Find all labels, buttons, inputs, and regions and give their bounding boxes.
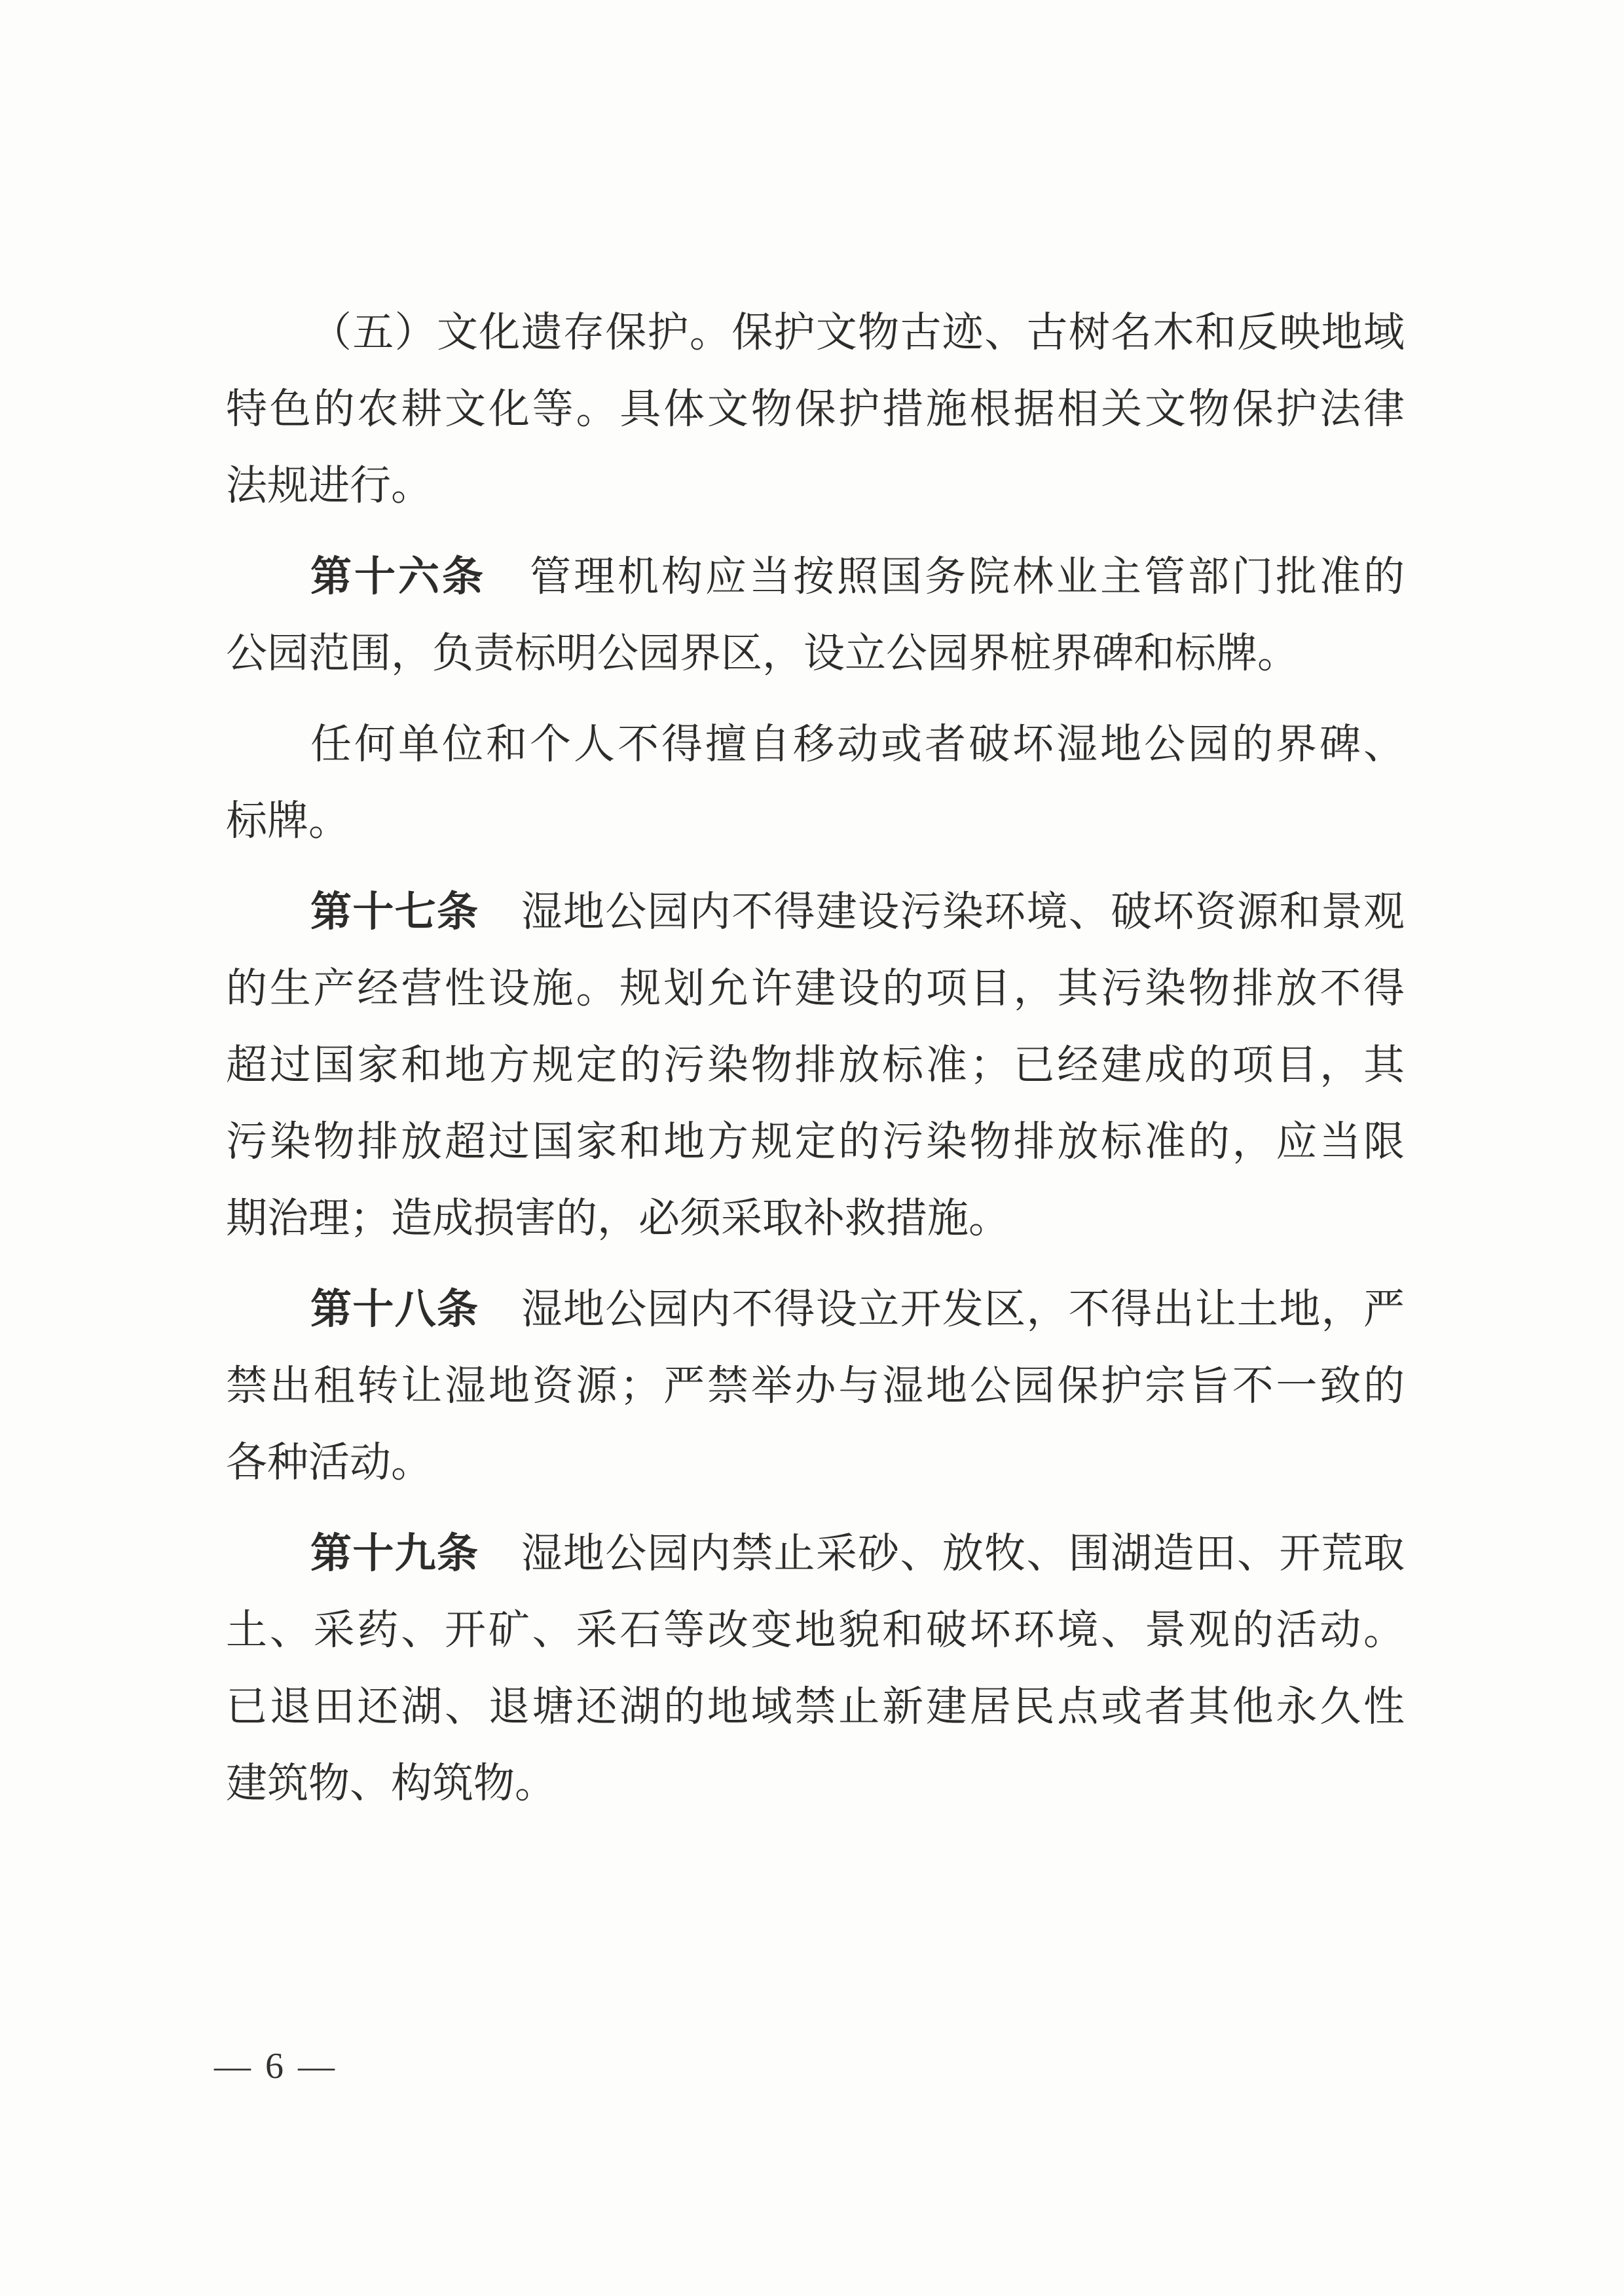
paragraph-line: 土、采药、开矿、采石等改变地貌和破坏环境、景观的活动。	[226, 1607, 1405, 1653]
paragraph-line: 建筑物、构筑物。	[226, 1760, 556, 1806]
paragraph-line	[226, 539, 1405, 615]
paragraph-item-5-culture	[226, 295, 1405, 524]
line-text: 湿地公园内不得建设污染环境、破坏资源和景观	[479, 889, 1405, 935]
paragraph-line: 污染物排放超过国家和地方规定的污染物排放标准的，应当限	[226, 1119, 1405, 1165]
article-number: 第十七条	[310, 889, 479, 935]
paragraph-line: 标牌。	[226, 798, 350, 844]
paragraph-line: 的生产经营性设施。规划允许建设的项目，其污染物排放不得	[226, 966, 1405, 1011]
paragraph-line: 禁出租转让湿地资源；严禁举办与湿地公园保护宗旨不一致的	[226, 1363, 1405, 1409]
paragraph-line: 特色的农耕文化等。具体文物保护措施根据相关文物保护法律	[226, 386, 1405, 432]
paragraph-line: 公园范围，负责标明公园界区，设立公园界桩界碑和标牌。	[226, 630, 1299, 676]
paragraph-line: 法规进行。	[226, 463, 432, 509]
paragraph-line: 已退田还湖、退塘还湖的地域禁止新建居民点或者其他永久性	[226, 1684, 1405, 1730]
line-text: 湿地公园内不得设立开发区，不得出让土地，严	[479, 1286, 1405, 1332]
paragraph-line	[226, 874, 1405, 951]
paragraph-article-16-clause-2	[226, 706, 1405, 860]
paragraph-line	[226, 1516, 1405, 1592]
paragraph-line: 各种活动。	[226, 1440, 432, 1485]
paragraph-line: 任何单位和个人不得擅自移动或者破坏湿地公园的界碑、	[310, 721, 1405, 767]
paragraph-line	[226, 1271, 1405, 1348]
page-number: — 6 —	[214, 2046, 337, 2086]
paragraph-line: 超过国家和地方规定的污染物排放标准；已经建成的项目，其	[226, 1042, 1405, 1088]
document-body	[226, 295, 1405, 1822]
paragraph-article-19	[226, 1516, 1405, 1822]
paragraph-article-18	[226, 1271, 1405, 1501]
line-text: 湿地公园内禁止采砂、放牧、围湖造田、开荒取	[479, 1531, 1405, 1576]
paragraph-article-17	[226, 874, 1405, 1257]
paragraph-line: 期治理；造成损害的，必须采取补救措施。	[226, 1195, 1010, 1241]
line-text: 管理机构应当按照国务院林业主管部门批准的	[486, 554, 1405, 600]
paragraph-line: （五）文化遗存保护。保护文物古迹、古树名木和反映地域	[310, 310, 1405, 355]
article-number: 第十八条	[310, 1286, 479, 1332]
article-number: 第十六条	[310, 554, 486, 600]
paragraph-article-16	[226, 539, 1405, 692]
article-number: 第十九条	[310, 1531, 479, 1576]
